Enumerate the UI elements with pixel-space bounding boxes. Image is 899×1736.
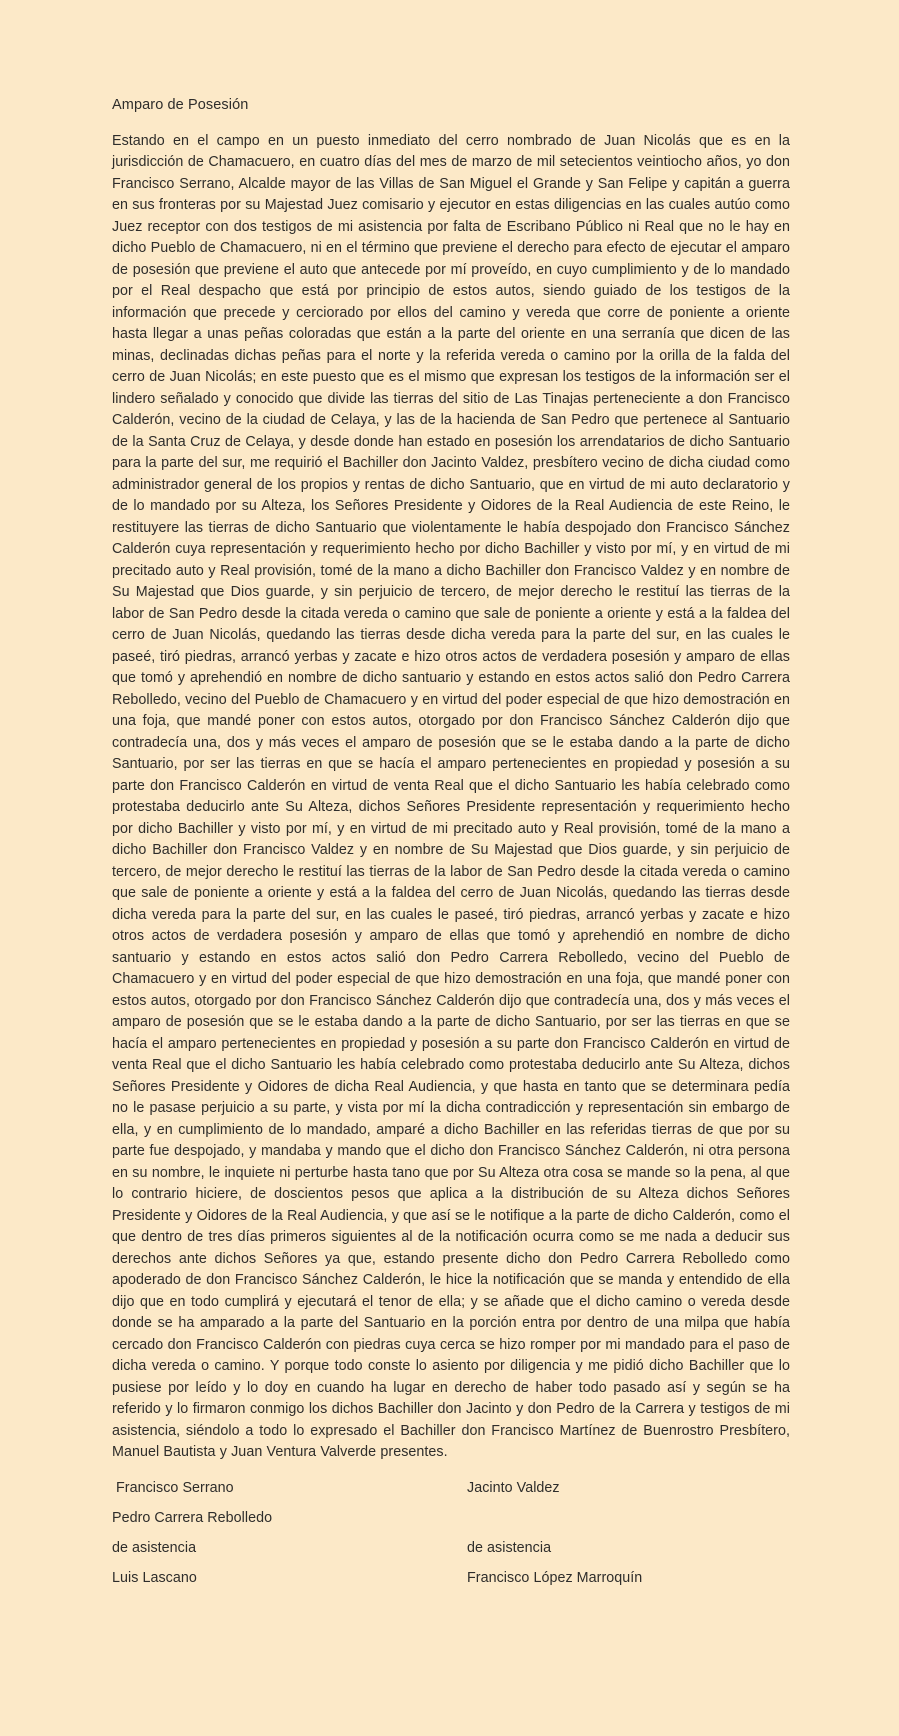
signature-empty-cell [467,1508,790,1530]
signature-francisco-lopez-marroquin: Francisco López Marroquín [467,1569,643,1586]
document-title: Amparo de Posesión [112,97,249,113]
document-body-text: Estando en el campo en un puesto inmediato del cerro nombrado de Juan Nicolás que es en la jurisdicción de Chamacuero, en cuatro días del mes de marzo de mil setecientos veintiocho años, yo don Francisco Serrano, Alcalde mayor de las Villas de San Miguel el Grande y San Felipe y capitán a guerra en sus fronteras por su Majestad Juez comisario y ejecutor en estas diligencias en las cuales autúo como Juez receptor con dos testigos de mi asistencia por falta de Escribano Público ni Real que no le hay en dicho Pueblo de Chamacuero, ni en el término que previene el derecho para efecto de ejecutar el amparo de posesión que previene el auto que antecede por mí proveído, en cuyo cumplimiento y de lo mandado por el Real despacho que está por principio de estos autos, siendo guiado de los testigos de la información que precede y cerciorado por ellos del camino y vereda que corre de poniente a oriente hasta llegar a unas peñas coloradas que están a la parte del oriente en una serranía que dicen de las minas, declinadas dichas peñas para el norte y la referida vereda o camino por la orilla de la falda del cerro de Juan Nicolás; en este puesto que es el mismo que expresan los testigos de la información ser el lindero señalado y conocido que divide las tierras del sitio de Las Tinajas perteneciente a don Francisco Calderón, vecino de la ciudad de Celaya, y las de la hacienda de San Pedro que pertenece al Santuario de la Santa Cruz de Celaya, y desde donde han estado en posesión los arrendatarios de dicho Santuario para la parte del sur, me requirió el Bachiller don Jacinto Valdez, presbítero vecino de dicha ciudad como administrador general de los propios y rentas de dicho Santuario, que en virtud de mi auto declaratorio y de lo mandado por su Alteza, los Señores Presidente y Oidores de la Real Audiencia de este Reino, le restituyere las tierras de dicho Santuario que violentamente le había despojado don Francisco Sánchez Calderón cuya representación y requerimiento hecho por dicho Bachiller y visto por mí, y en virtud de mi precitado auto y Real provisión, tomé de la mano a dicho Bachiller don Francisco Valdez y en nombre de Su Majestad que Dios guarde, y sin perjuicio de tercero, de mejor derecho le restituí las tierras de la labor de San Pedro desde la citada vereda o camino que sale de poniente a oriente y está a la faldea del cerro de Juan Nicolás, quedando las tierras desde dicha vereda para la parte del sur, en las cuales le paseé, tiró piedras, arrancó yerbas y zacate e hizo otros actos de verdadera posesión y amparo de ellas que tomó y aprehendió en nombre de dicho santuario y estando en estos actos salió don Pedro Carrera Rebolledo, vecino del Pueblo de Chamacuero y en virtud del poder especial de que hizo demostración en una foja, que mandé poner con estos autos, otorgado por don Francisco Sánchez Calderón dijo que contradecía una, dos y más veces el amparo de posesión que se le estaba dando a la parte de dicho Santuario, por ser las tierras en que se hacía el amparo pertenecientes en propiedad y posesión a su parte don Francisco Calderón en virtud de venta Real que el dicho Santuario les había celebrado como protestaba deducirlo ante Su Alteza, dichos Señores Presidente representación y requerimiento hecho por dicho Bachiller y visto por mí, y en virtud de mi precitado auto y Real provisión, tomé de la mano a dicho Bachiller don Francisco Valdez y en nombre de Su Majestad que Dios guarde, y sin perjuicio de tercero, de mejor derecho le restituí las tierras de la labor de San Pedro desde la citada vereda o camino que sale de poniente a oriente y está a la faldea del cerro de Juan Nicolás, quedando las tierras desde dicha vereda para la parte del sur, en las cuales le paseé, tiró piedras, arrancó yerbas y zacate e hizo otros actos de verdadera posesión y amparo de ellas que tomó y aprehendió en nombre de dicho santuario y estando en estos actos salió don Pedro Carrera Rebolledo, vecino del Pueblo de Chamacuero y en virtud del poder especial de que hizo demostración en una foja, que mandé poner con estos autos, otorgado por don Francisco Sánchez Calderón dijo que contradecía una, dos y más veces el amparo de posesión que se le estaba dando a la parte de dicho Santuario, por ser las tierras en que se hacía el amparo pertenecientes en propiedad y posesión a su parte don Francisco Calderón en virtud de venta Real que el dicho Santuario les había celebrado como protestaba deducirlo ante Su Alteza, dichos Señores Presidente y Oidores de dicha Real Audiencia, y que hasta en tanto que se determinara pedía no le pasase perjuicio a su parte, y vista por mí la dicha contradicción y representación sin embargo de ella, y en cumplimiento de lo mandado, amparé a dicho Bachiller en las referidas tierras de que por su parte fue despojado, y mandaba y mando que el dicho don Francisco Sánchez Calderón, ni otra persona en su nombre, le inquiete ni perturbe hasta tano que por Su Alteza otra cosa se mande so la pena, al que lo contrario hiciere, de doscientos pesos que aplica a la distribución de su Alteza dichos Señores Presidente y Oidores de la Real Audiencia, y que así se le notifique a la parte de dicho Calderón, como el que dentro de tres días primeros siguientes al de la notificación ocurra como se me nada a deducir sus derechos ante dichos Señores ya que, estando presente dicho don Pedro Carrera Rebolledo como apoderado de don Francisco Sánchez Calderón, le hice la notificación que se manda y entendido de ella dijo que en todo cumplirá y ejecutará el tenor de ella; y se añade que el dicho camino o vereda desde donde se ha amparado a la parte del Santuario en la porción entra por dentro de una milpa que había cercado don Francisco Calderón con piedras cuya cerca se hizo romper por mi mandado para el paso de dicha vereda o camino. Y porque todo conste lo asiento por diligencia y me pidió dicho Bachiller que lo pusiese por leído y lo doy en cuando ha lugar en derecho de haber todo pasado así y según se ha referido y lo firmaron conmigo los dichos Bachiller don Jacinto y don Pedro de la Carrera y testigos de mi asistencia, siéndolo a todo lo expresado el Bachiller don Francisco Martínez de Buenrostro Presbítero, Manuel Bautista y Juan Ventura Valverde presentes. [112,132,790,1460]
signature-row [112,1478,790,1500]
signature-block [112,1478,790,1590]
signature-row [112,1538,790,1560]
signature-francisco-serrano: Francisco Serrano [116,1479,234,1496]
signature-de-asistencia-left: de asistencia [112,1539,197,1556]
signature-row [112,1568,790,1590]
signature-de-asistencia-right: de asistencia [467,1539,552,1556]
signature-luis-lascano: Luis Lascano [112,1569,197,1586]
signature-pedro-carrera-rebolledo: Pedro Carrera Rebolledo [112,1509,273,1526]
signature-jacinto-valdez: Jacinto Valdez [467,1479,560,1496]
signature-row [112,1508,790,1530]
